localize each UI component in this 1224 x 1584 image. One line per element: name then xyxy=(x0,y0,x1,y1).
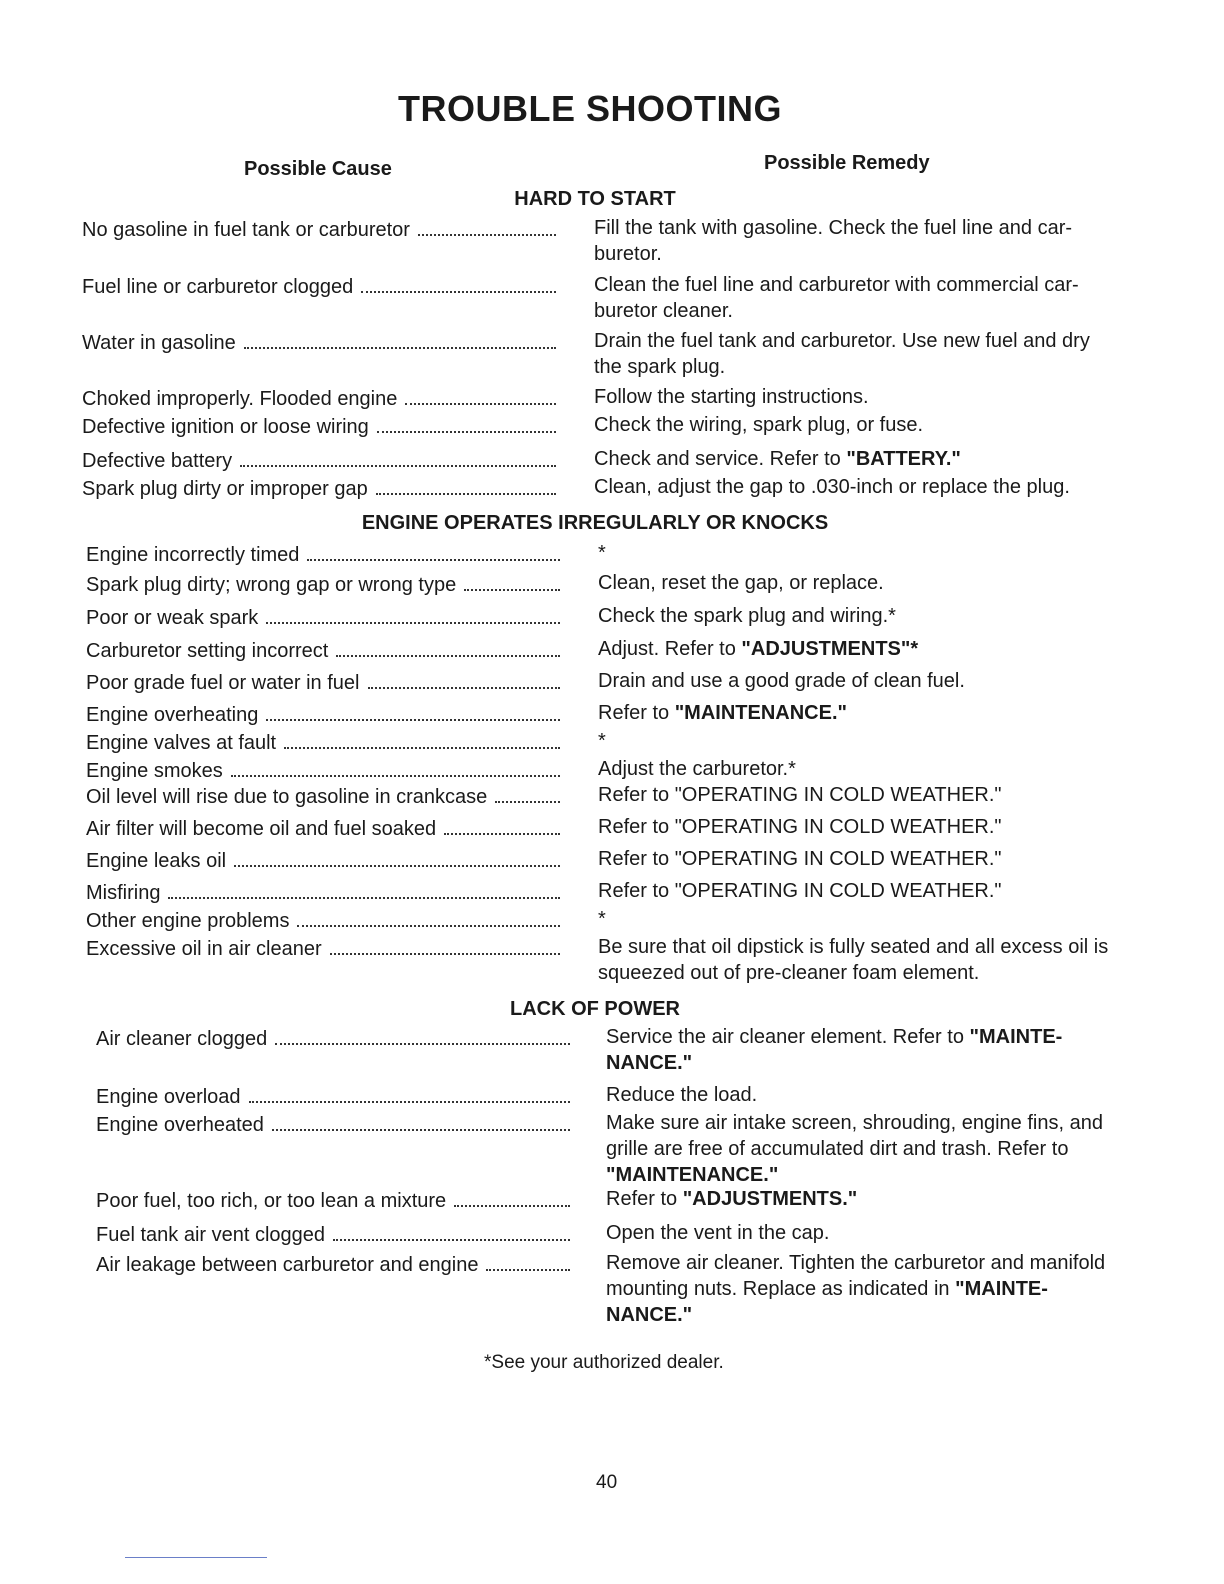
remedy-cell xyxy=(598,700,1118,726)
remedy-text: Adjust. Refer to xyxy=(598,638,742,660)
dot-leader xyxy=(266,719,560,721)
dot-leader xyxy=(444,833,560,835)
footnote: *See your authorized dealer. xyxy=(484,1352,724,1373)
remedy-text: Refer to "OPERATING IN COLD WEATHER." xyxy=(598,880,1002,902)
remedy-text: * xyxy=(598,542,606,564)
remedy-cell xyxy=(598,878,1118,904)
cause-cell xyxy=(82,416,556,438)
cause-text: Oil level will rise due to gasoline in crankcase xyxy=(86,786,488,808)
cause-text: Air cleaner clogged xyxy=(96,1028,268,1050)
remedy-text: Refer to "OPERATING IN COLD WEATHER." xyxy=(598,784,1002,806)
cause-cell xyxy=(86,574,560,596)
cause-cell xyxy=(82,332,556,354)
remedy-cell xyxy=(594,328,1114,380)
remedy-text: Drain the fuel tank and carburetor. Use new fuel and dry the spark plug. xyxy=(594,330,1090,378)
cause-text: Poor or weak spark xyxy=(86,607,259,629)
cause-text: Excessive oil in air cleaner xyxy=(86,938,322,960)
dot-leader xyxy=(454,1205,570,1207)
cause-text: Poor fuel, too rich, or too lean a mixture xyxy=(96,1190,447,1212)
cause-cell xyxy=(86,786,560,808)
cause-cell xyxy=(96,1254,570,1276)
remedy-reference: "BATTERY." xyxy=(846,448,961,470)
remedy-reference: "ADJUSTMENTS." xyxy=(682,1188,858,1210)
dot-leader xyxy=(244,347,556,349)
dot-leader xyxy=(234,865,560,867)
dot-leader xyxy=(307,559,560,561)
remedy-cell xyxy=(598,603,1118,629)
dot-leader xyxy=(361,291,556,293)
remedy-reference: "MAINTENANCE." xyxy=(606,1164,779,1186)
cause-text: Misfiring xyxy=(86,882,161,904)
remedy-cell xyxy=(594,215,1114,267)
section-title: HARD TO START xyxy=(514,188,676,210)
cause-cell xyxy=(82,450,556,472)
cause-text: Choked improperly. Flooded engine xyxy=(82,388,398,410)
remedy-text: Check the spark plug and wiring.* xyxy=(598,605,896,627)
cause-cell xyxy=(86,732,560,754)
dot-leader xyxy=(486,1269,570,1271)
remedy-cell xyxy=(606,1082,1126,1108)
remedy-reference: "MAINTENANCE." xyxy=(674,702,847,724)
cause-cell xyxy=(96,1114,570,1136)
cause-text: Engine valves at fault xyxy=(86,732,277,754)
dot-leader xyxy=(333,1239,570,1241)
remedy-cell xyxy=(594,446,1114,472)
cause-text: Air filter will become oil and fuel soaked xyxy=(86,818,437,840)
page-number: 40 xyxy=(596,1472,618,1493)
cause-cell xyxy=(86,672,560,694)
cause-cell xyxy=(96,1086,570,1108)
cause-text: Carburetor setting incorrect xyxy=(86,640,329,662)
column-header-cause: Possible Cause xyxy=(244,158,392,180)
cause-text: Engine overheated xyxy=(96,1114,264,1136)
remedy-text: Refer to "OPERATING IN COLD WEATHER." xyxy=(598,816,1002,838)
remedy-text: Check the wiring, spark plug, or fuse. xyxy=(594,414,924,436)
remedy-text: Reduce the load. xyxy=(606,1084,758,1106)
remedy-cell xyxy=(598,934,1118,986)
cause-cell xyxy=(96,1224,570,1246)
cause-cell xyxy=(82,219,556,241)
dot-leader xyxy=(272,1129,570,1131)
remedy-cell xyxy=(598,570,1118,596)
cause-text: Fuel line or carburetor clogged xyxy=(82,276,354,298)
dot-leader xyxy=(330,953,560,955)
cause-text: Engine overload xyxy=(96,1086,241,1108)
cause-text: No gasoline in fuel tank or carburetor xyxy=(82,219,410,241)
remedy-text: Drain and use a good grade of clean fuel. xyxy=(598,670,965,692)
dot-leader xyxy=(368,687,561,689)
remedy-reference: "MAINTE-NANCE." xyxy=(606,1026,1063,1074)
scan-edge-line xyxy=(125,1557,267,1558)
remedy-cell xyxy=(594,412,1114,438)
cause-cell xyxy=(82,388,556,410)
dot-leader xyxy=(231,775,560,777)
dot-leader xyxy=(266,622,560,624)
cause-text: Engine incorrectly timed xyxy=(86,544,300,566)
cause-text: Other engine problems xyxy=(86,910,290,932)
dot-leader xyxy=(275,1043,570,1045)
cause-text: Defective ignition or loose wiring xyxy=(82,416,369,438)
remedy-reference: "ADJUSTMENTS"* xyxy=(741,638,919,660)
remedy-text: * xyxy=(598,730,606,752)
cause-cell xyxy=(86,607,560,629)
cause-cell xyxy=(86,760,560,782)
dot-leader xyxy=(376,493,556,495)
cause-text: Poor grade fuel or water in fuel xyxy=(86,672,360,694)
cause-cell xyxy=(86,640,560,662)
cause-cell xyxy=(96,1028,570,1050)
cause-cell xyxy=(86,938,560,960)
dot-leader xyxy=(495,801,560,803)
remedy-text: Refer to xyxy=(598,702,675,724)
cause-cell xyxy=(86,704,560,726)
dot-leader xyxy=(249,1101,570,1103)
dot-leader xyxy=(240,465,556,467)
remedy-text: Refer to xyxy=(606,1188,683,1210)
cause-text: Spark plug dirty or improper gap xyxy=(82,478,368,500)
remedy-cell xyxy=(594,474,1114,500)
remedy-text: Clean the fuel line and carburetor with commercial car-buretor cleaner. xyxy=(594,274,1079,322)
dot-leader xyxy=(418,234,556,236)
remedy-text: Check and service. Refer to xyxy=(594,448,847,470)
remedy-text: Service the air cleaner element. Refer to xyxy=(606,1026,970,1048)
remedy-cell xyxy=(598,814,1118,840)
remedy-text: Remove air cleaner. Tighten the carburetor and manifold mounting nuts. Replace as indicated in xyxy=(606,1252,1106,1300)
cause-cell xyxy=(86,544,560,566)
remedy-cell xyxy=(598,756,1118,782)
remedy-cell xyxy=(594,384,1114,410)
remedy-text: Make sure air intake screen, shrouding, engine fins, and grille are free of accumulated dirt and trash. Refer to xyxy=(606,1112,1103,1160)
remedy-cell xyxy=(598,846,1118,872)
page-title: TROUBLE SHOOTING xyxy=(398,88,782,129)
cause-text: Air leakage between carburetor and engine xyxy=(96,1254,479,1276)
remedy-cell xyxy=(606,1220,1126,1246)
remedy-text: Fill the tank with gasoline. Check the fuel line and car-buretor. xyxy=(594,217,1073,265)
remedy-cell xyxy=(598,636,1118,662)
section-title: LACK OF POWER xyxy=(510,998,680,1020)
cause-text: Spark plug dirty; wrong gap or wrong type xyxy=(86,574,457,596)
remedy-text: Clean, reset the gap, or replace. xyxy=(598,572,884,594)
dot-leader xyxy=(168,897,560,899)
remedy-text: Open the vent in the cap. xyxy=(606,1222,830,1244)
cause-text: Fuel tank air vent clogged xyxy=(96,1224,326,1246)
cause-text: Defective battery xyxy=(82,450,233,472)
remedy-cell xyxy=(598,728,1118,754)
remedy-text: Adjust the carburetor.* xyxy=(598,758,796,780)
remedy-cell xyxy=(594,272,1114,324)
remedy-cell xyxy=(598,906,1118,932)
remedy-cell xyxy=(598,782,1118,808)
remedy-reference: "MAINTE-NANCE." xyxy=(606,1278,1048,1326)
cause-cell xyxy=(86,910,560,932)
cause-cell xyxy=(82,276,556,298)
cause-text: Engine smokes xyxy=(86,760,223,782)
dot-leader xyxy=(464,589,560,591)
remedy-text: Be sure that oil dipstick is fully seated and all excess oil is squeezed out of pre-cleaner foam element. xyxy=(598,936,1109,984)
dot-leader xyxy=(405,403,556,405)
dot-leader xyxy=(336,655,560,657)
remedy-cell xyxy=(598,540,1118,566)
cause-cell xyxy=(82,478,556,500)
cause-text: Engine overheating xyxy=(86,704,259,726)
cause-cell xyxy=(86,818,560,840)
remedy-text: * xyxy=(598,908,606,930)
remedy-cell xyxy=(598,668,1118,694)
remedy-cell xyxy=(606,1110,1126,1188)
cause-cell xyxy=(96,1190,570,1212)
dot-leader xyxy=(284,747,560,749)
remedy-cell xyxy=(606,1024,1126,1076)
dot-leader xyxy=(297,925,560,927)
remedy-text: Follow the starting instructions. xyxy=(594,386,869,408)
remedy-text: Clean, adjust the gap to .030-inch or replace the plug. xyxy=(594,476,1070,498)
section-title: ENGINE OPERATES IRREGULARLY OR KNOCKS xyxy=(361,512,829,534)
cause-text: Engine leaks oil xyxy=(86,850,227,872)
cause-cell xyxy=(86,882,560,904)
remedy-cell xyxy=(606,1186,1126,1212)
cause-cell xyxy=(86,850,560,872)
remedy-text: Refer to "OPERATING IN COLD WEATHER." xyxy=(598,848,1002,870)
cause-text: Water in gasoline xyxy=(82,332,236,354)
remedy-cell xyxy=(606,1250,1126,1328)
dot-leader xyxy=(377,431,556,433)
column-header-remedy: Possible Remedy xyxy=(764,152,930,174)
